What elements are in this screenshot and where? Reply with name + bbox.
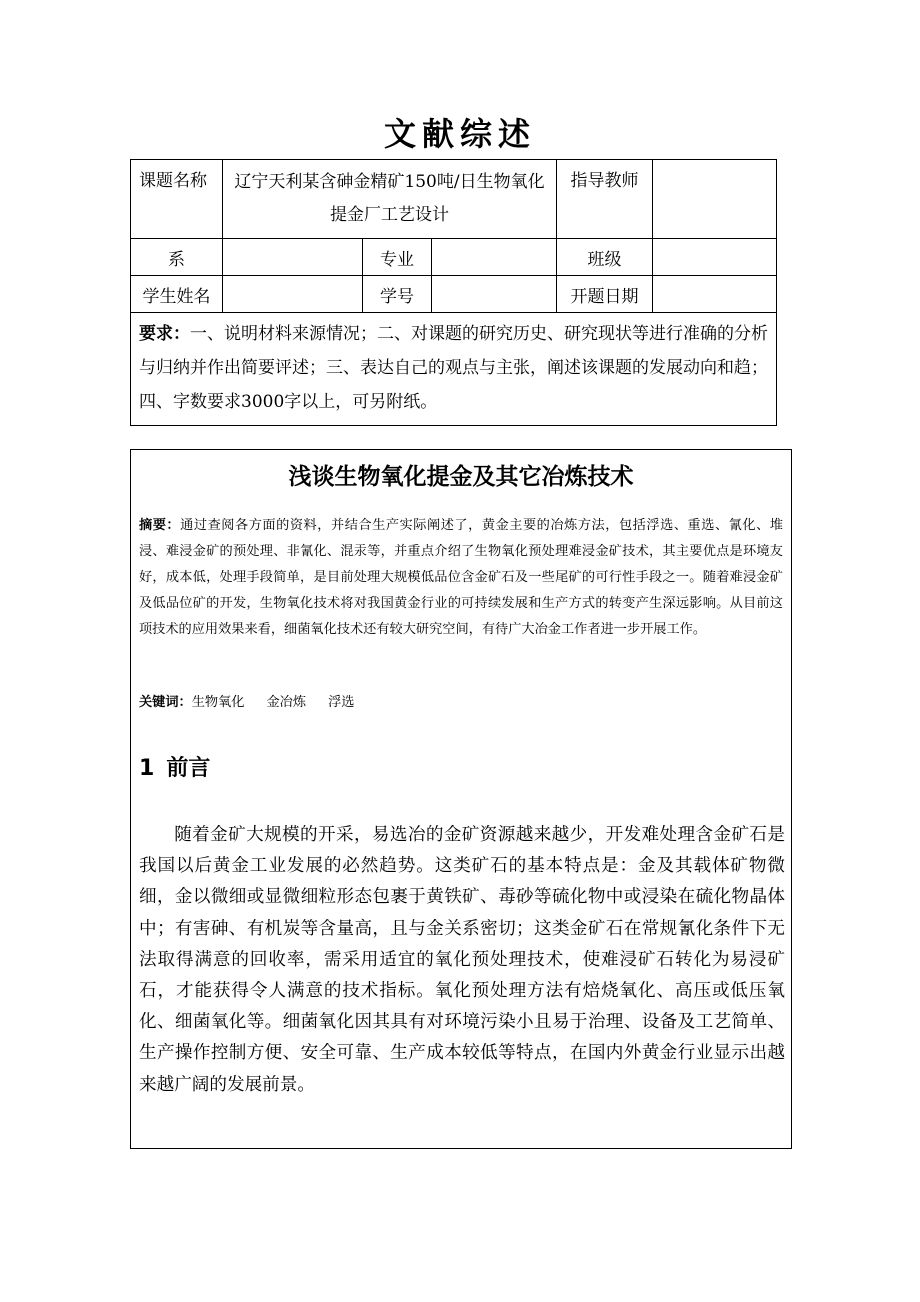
keyword: 金冶炼	[266, 695, 307, 710]
keywords	[139, 690, 376, 716]
abstract	[139, 513, 783, 643]
dept-value	[223, 239, 363, 276]
article-box	[130, 449, 792, 1149]
start-date-value	[653, 276, 777, 313]
table-row	[131, 313, 777, 426]
advisor-label: 指导教师	[557, 160, 653, 239]
section-heading	[139, 752, 210, 786]
abstract-text: 通过查阅各方面的资料，并结合生产实际阐述了，黄金主要的冶炼方法，包括浮选、重选、氰化、堆浸、难浸金矿的预处理、非氰化、混汞等，并重点介绍了生物氧化预处理难浸金矿技术，其主要优点是环境友好，成本低，处理手段简单，是目前处理大规模低品位含金矿石及一些尾矿的可行性手段之一。随着难浸金矿及低品位矿的开发，生物氧化技术将对我国黄金行业的可持续发展和生产方式的转变产生深远影响。从目前这项技术的应用效果来看，细菌氧化技术还有较大研究空间，有待广大冶金工作者进一步开展工作。	[139, 518, 783, 637]
student-name-label: 学生姓名	[131, 276, 223, 313]
document-title: 文献综述	[383, 115, 536, 153]
major-label: 专业	[363, 239, 432, 276]
body-paragraph: 随着金矿大规模的开采，易选冶的金矿资源越来越少，开发难处理含金矿石是我国以后黄金工业发展的必然趋势。这类矿石的基本特点是：金及其载体矿物微细，金以微细或显微细粒形态包裹于黄铁矿、毒砂等硫化物中或浸染在硫化物晶体中；有害砷、有机炭等含量高，且与金关系密切；这类金矿石在常规氰化条件下无法取得满意的回收率，需采用适宜的氧化预处理技术，使难浸矿石转化为易浸矿石，才能获得令人满意的技术指标。氧化预处理方法有焙烧氧化、高压或低压氧化、细菌氧化等。细菌氧化因其具有对环境污染小且易于治理、设备及工艺简单、生产操作控制方便、安全可靠、生产成本较低等特点，在国内外黄金行业显示出越来越广阔的发展前景。	[139, 825, 785, 1095]
student-id-label: 学号	[363, 276, 432, 313]
topic-value: 辽宁天利某含砷金精矿150吨/日生物氧化提金厂工艺设计	[223, 160, 557, 239]
section-number: 1	[139, 756, 155, 781]
dept-label: 系	[131, 239, 223, 276]
keyword: 生物氧化	[191, 695, 245, 710]
class-label: 班级	[557, 239, 653, 276]
article-title: 浅谈生物氧化提金及其它冶炼技术	[288, 464, 634, 490]
table-row	[131, 239, 777, 276]
abstract-label: 摘要：	[139, 518, 181, 533]
student-name-value	[223, 276, 363, 313]
info-table	[130, 159, 777, 426]
requirements-label: 要求：	[139, 324, 191, 344]
table-row	[131, 276, 777, 313]
requirements-text: 一、说明材料来源情况；二、对课题的研究历史、研究现状等进行准确的分析与归纳并作出简要评述；三、表达自己的观点与主张，阐述该课题的发展动向和趋；四、字数要求3000字以上，可另附纸。	[139, 324, 769, 412]
keywords-label: 关键词：	[139, 695, 192, 710]
start-date-label: 开题日期	[557, 276, 653, 313]
student-id-value	[432, 276, 557, 313]
advisor-value	[653, 160, 777, 239]
table-row	[131, 160, 777, 239]
requirements-cell	[131, 313, 777, 426]
topic-label: 课题名称	[131, 160, 223, 239]
section-title: 前言	[166, 756, 211, 781]
class-value	[653, 239, 777, 276]
major-value	[432, 239, 557, 276]
keyword: 浮选	[328, 695, 355, 710]
